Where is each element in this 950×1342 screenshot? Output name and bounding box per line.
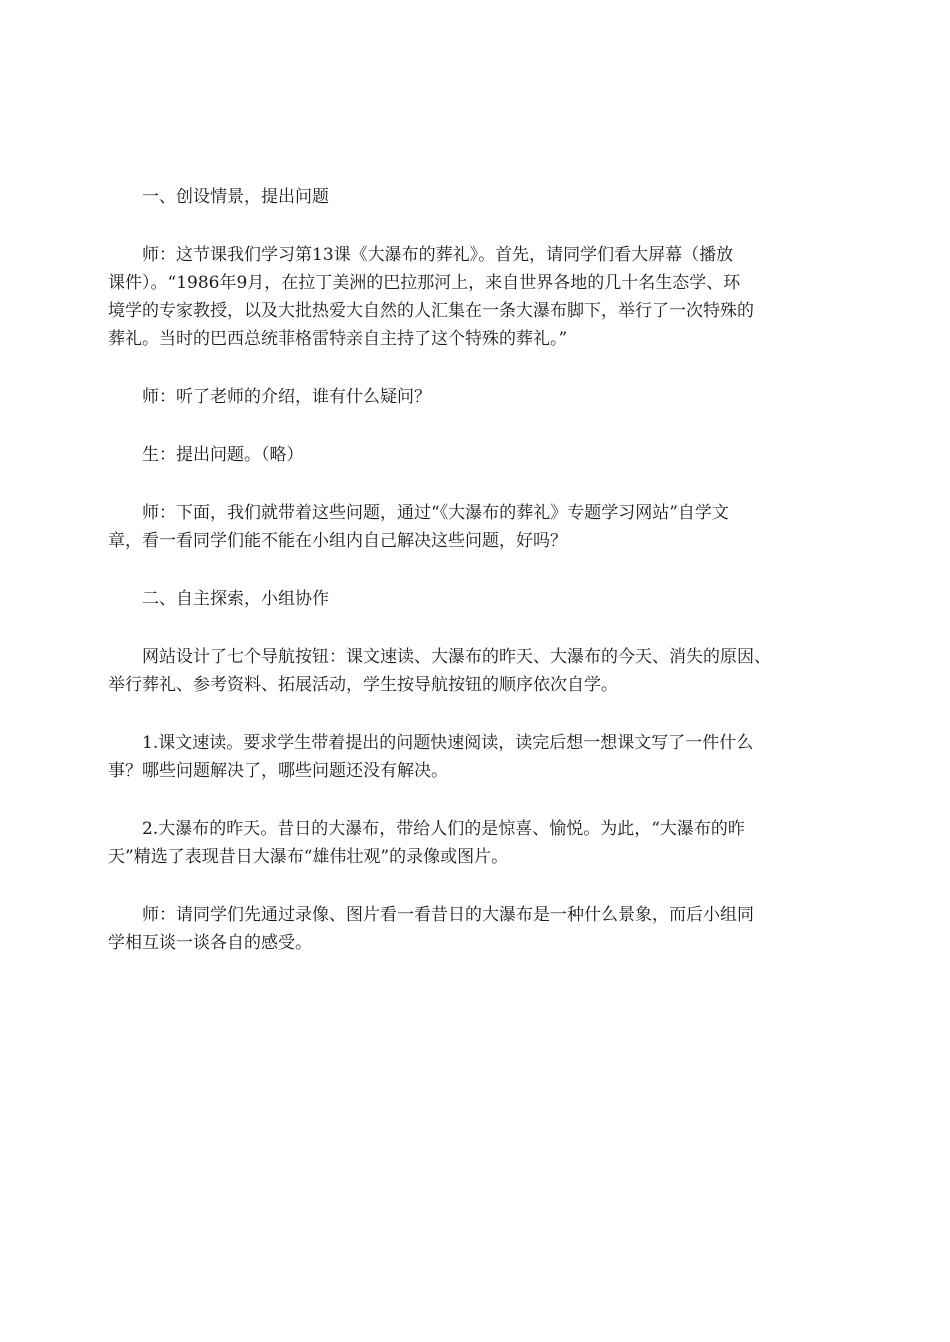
- section-heading-2: 二、自主探索，小组协作: [142, 589, 329, 609]
- paragraph-step-1: 1.课文速读。要求学生带着提出的问题快速阅读，读完后想一想课文写了一件什么 事？哪些问题解决了，哪些问题还没有解决。: [108, 733, 754, 781]
- document-body: [108, 183, 843, 987]
- paragraph-teacher-guidance: 师：下面，我们就带着这些问题，通过“《大瀑布的葬礼》专题学习网站”自学文 章，看一看同学们能不能在小组内自己解决这些问题，好吗？: [108, 503, 729, 551]
- section-heading-1: 一、创设情景，提出问题: [142, 187, 329, 207]
- paragraph-student-response: 生：提出问题。（略）: [142, 445, 304, 465]
- paragraph-website-navigation: 网站设计了七个导航按钮：课文速读、大瀑布的昨天、大瀑布的今天、消失的原因、 举行葬礼、参考资料、拓展活动，学生按导航按钮的顺序依次自学。: [108, 647, 771, 695]
- paragraph-teacher-instruction: 师：请同学们先通过录像、图片看一看昔日的大瀑布是一种什么景象，而后小组同 学相互谈一谈各自的感受。: [108, 905, 754, 953]
- paragraph-step-2: 2.大瀑布的昨天。昔日的大瀑布，带给人们的是惊喜、愉悦。为此，“大瀑布的昨 天”精选了表现昔日大瀑布“雄伟壮观”的录像或图片。: [108, 819, 745, 867]
- paragraph-teacher-intro: 师：这节课我们学习第13课《大瀑布的葬礼》。首先，请同学们看大屏幕（播放 课件）。“1986年9月，在拉丁美洲的巴拉那河上，来自世界各地的几十名生态学、环 境学的专家教授，以及大批热爱大自然的人汇集在一条大瀑布脚下，举行了一次特殊的 葬礼。当时的巴西总统菲格雷特亲自主持了这个特殊的葬礼。”: [108, 245, 754, 349]
- paragraph-teacher-question: 师：听了老师的介绍，谁有什么疑问？: [142, 387, 431, 407]
